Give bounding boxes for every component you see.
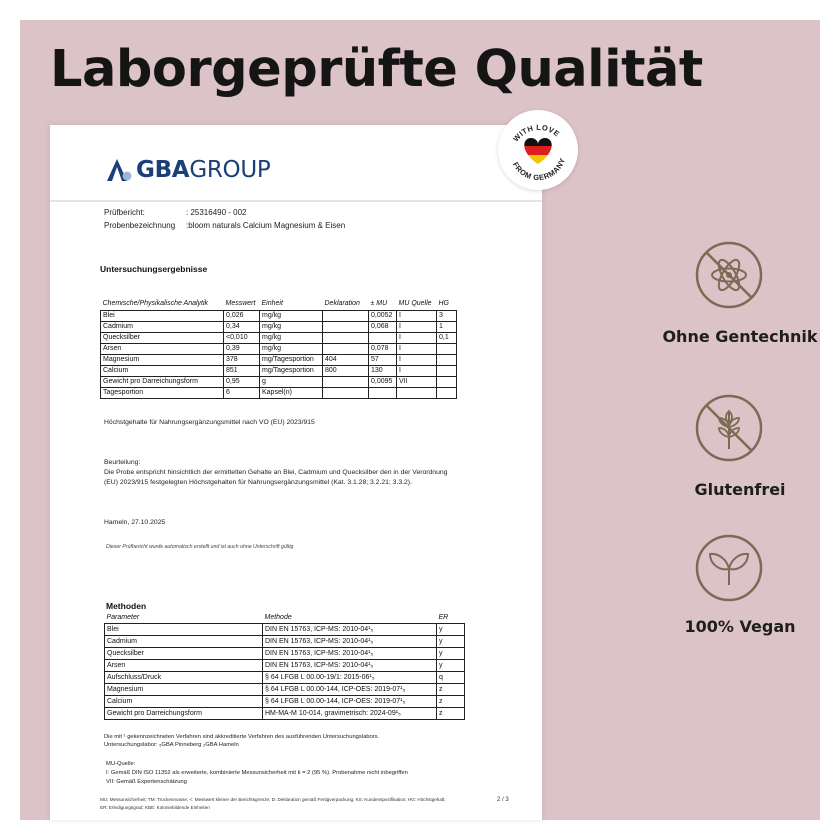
methods-table xyxy=(104,612,465,720)
header-divider xyxy=(50,200,542,202)
results-row xyxy=(101,355,457,366)
methods-row xyxy=(105,624,465,636)
results-cell xyxy=(437,377,457,388)
methods-header-cell: Parameter xyxy=(105,612,263,624)
methods-cell: z xyxy=(437,696,465,708)
methods-cell: § 64 LFGB L 00.00-144, ICP-OES: 2019-07¹₅ xyxy=(263,696,437,708)
methods-header-row xyxy=(105,612,465,624)
feature-label-ohne-gentechnik: Ohne Gentechnik xyxy=(662,327,818,346)
results-row xyxy=(101,311,457,322)
results-cell: 0,39 xyxy=(224,344,260,355)
logo-text: GBAGROUP xyxy=(136,157,271,183)
methods-row xyxy=(105,696,465,708)
results-cell xyxy=(323,311,369,322)
methods-cell: DIN EN 15763, ICP-MS: 2010-04¹₅ xyxy=(263,636,437,648)
results-cell: Cadmium xyxy=(101,322,224,333)
methods-header-cell: Methode xyxy=(263,612,437,624)
results-cell: mg/kg xyxy=(260,311,323,322)
methods-row xyxy=(105,684,465,696)
badge-graphic xyxy=(498,110,578,190)
results-cell: 130 xyxy=(369,366,397,377)
results-cell: g xyxy=(260,377,323,388)
results-cell xyxy=(323,388,369,399)
methods-cell: Quecksilber xyxy=(105,648,263,660)
results-cell: Quecksilber xyxy=(101,333,224,344)
results-header-cell: Einheit xyxy=(261,299,283,307)
results-header-row xyxy=(101,297,457,311)
results-cell: Calcium xyxy=(101,366,224,377)
with-love-from-germany-badge xyxy=(498,110,578,190)
results-cell: mg/kg xyxy=(260,344,323,355)
hg-note: Höchstgehalte für Nahrungsergänzungsmittel nach VO (EU) 2023/915 xyxy=(104,419,315,426)
results-cell xyxy=(397,388,437,399)
results-cell: 0,95 xyxy=(224,377,260,388)
results-cell: I xyxy=(397,333,437,344)
results-cell: 57 xyxy=(369,355,397,366)
feature-label-glutenfrei: Glutenfrei xyxy=(694,480,786,499)
results-cell xyxy=(437,366,457,377)
results-cell: 851 xyxy=(224,366,260,377)
results-cell: 0,068 xyxy=(369,322,397,333)
results-header-cell: Messwert xyxy=(225,299,256,307)
results-cell: I xyxy=(397,366,437,377)
mu-line-2: VII: Gemäß Expertenschätzung xyxy=(106,779,187,785)
results-cell: 3 xyxy=(437,311,457,322)
results-cell: 0,34 xyxy=(224,322,260,333)
results-row xyxy=(101,333,457,344)
methods-cell: Calcium xyxy=(105,696,263,708)
results-cell: I xyxy=(397,322,437,333)
results-cell: 0,0052 xyxy=(369,311,397,322)
results-header-cell: HG xyxy=(438,299,449,307)
german-flag-heart-icon xyxy=(518,136,558,167)
results-cell: I xyxy=(397,355,437,366)
results-cell xyxy=(369,333,397,344)
results-table xyxy=(100,297,457,399)
badge-top-text: WITH LOVE xyxy=(511,122,562,144)
results-cell xyxy=(437,344,457,355)
beurteilung-line-2: (EU) 2023/915 festgelegten Höchstgehalten für Nahrungsergänzungsmittel (Kat. 3.1.28; 3.2.21; 3.3.2). xyxy=(104,479,412,486)
methods-cell: DIN EN 15763, ICP-MS: 2010-04¹₅ xyxy=(263,660,437,672)
results-cell xyxy=(437,388,457,399)
probe-value: :bloom naturals Calcium Magnesium & Eisen xyxy=(186,221,346,230)
beurteilung-label: Beurteilung: xyxy=(104,459,141,466)
results-header-cell: ± MU xyxy=(370,299,388,307)
methods-cell: y xyxy=(437,636,465,648)
accredited-note: Die mit ¹ gekennzeichneten Verfahren sind akkreditierte Verfahren des ausführenden Untersuchungslabors. xyxy=(104,734,380,740)
results-cell xyxy=(323,333,369,344)
results-cell: mg/Tagesportion xyxy=(260,355,323,366)
results-cell: 0,078 xyxy=(369,344,397,355)
results-cell: 1 xyxy=(437,322,457,333)
methods-row xyxy=(105,660,465,672)
methods-cell: HM-MA-M 10-014, gravimetrisch: 2024-09¹₅ xyxy=(263,708,437,720)
methods-cell: y xyxy=(437,624,465,636)
feature-label-vegan: 100% Vegan xyxy=(684,617,796,636)
no-gmo-icon xyxy=(694,240,764,310)
results-row xyxy=(101,322,457,333)
results-cell: I xyxy=(397,344,437,355)
footer-line-2: ER: Erledigungsgrad; KBE: Koloniebildende Einheiten xyxy=(100,805,210,810)
methods-row xyxy=(105,672,465,684)
methods-cell: Cadmium xyxy=(105,636,263,648)
methods-cell: § 64 LFGB L 00.00-144, ICP-OES: 2019-07¹₅ xyxy=(263,684,437,696)
methods-cell: DIN EN 15763, ICP-MS: 2010-04¹₅ xyxy=(263,624,437,636)
results-header-cell: Deklaration xyxy=(324,299,360,307)
results-row xyxy=(101,366,457,377)
results-cell: 404 xyxy=(323,355,369,366)
methods-cell: Gewicht pro Darreichungsform xyxy=(105,708,263,720)
place-date: Hameln, 27.10.2025 xyxy=(104,519,166,526)
results-cell xyxy=(323,322,369,333)
results-title: Untersuchungsergebnisse xyxy=(100,264,208,274)
mu-line-1: I: Gemäß DIN ISO 11352 als erweiterte, kombinierte Messunsicherheit mit k = 2 (95 %). Probenahme nicht inbegriffen xyxy=(106,770,408,776)
methods-cell: y xyxy=(437,660,465,672)
methods-cell: § 64 LFGB L 00.00-19/1: 2015-06¹₅ xyxy=(263,672,437,684)
mu-title: MU-Quelle: xyxy=(106,761,136,767)
results-cell: Magnesium xyxy=(101,355,224,366)
results-cell: <0,010 xyxy=(224,333,260,344)
methods-row xyxy=(105,636,465,648)
results-cell: Kapsel(n) xyxy=(260,388,323,399)
results-row xyxy=(101,344,457,355)
methods-cell: z xyxy=(437,684,465,696)
gba-logo-icon xyxy=(105,157,133,183)
methods-row xyxy=(105,708,465,720)
results-header-cell: MU Quelle xyxy=(398,299,432,307)
methods-title: Methoden xyxy=(106,601,147,611)
svg-text:WITH LOVE xyxy=(511,123,561,143)
methods-cell: z xyxy=(437,708,465,720)
page-headline: Laborgeprüfte Qualität xyxy=(50,40,703,99)
results-cell xyxy=(369,388,397,399)
results-cell xyxy=(323,377,369,388)
probe-label: Probenbezeichnung xyxy=(104,221,176,230)
gba-group-logo xyxy=(105,155,270,185)
lab-report-document xyxy=(50,125,542,820)
gluten-free-icon xyxy=(694,393,764,463)
results-cell xyxy=(437,355,457,366)
results-cell: Blei xyxy=(101,311,224,322)
results-cell: 0,0095 xyxy=(369,377,397,388)
methods-cell: Arsen xyxy=(105,660,263,672)
page-number: 2 / 3 xyxy=(497,797,509,803)
results-cell: 378 xyxy=(224,355,260,366)
methods-cell: Blei xyxy=(105,624,263,636)
results-cell: mg/kg xyxy=(260,333,323,344)
results-cell: Gewicht pro Darreichungsform xyxy=(101,377,224,388)
results-header-cell: Chemische/Physikalische Analytik xyxy=(102,299,209,307)
methods-row xyxy=(105,648,465,660)
results-cell: Tagesportion xyxy=(101,388,224,399)
methods-cell: DIN EN 15763, ICP-MS: 2010-04¹₅ xyxy=(263,648,437,660)
vegan-leaf-icon xyxy=(694,533,764,603)
labs-note: Untersuchungslabor: ₅GBA Pinneberg ₂GBA Hameln xyxy=(104,742,239,748)
results-cell: I xyxy=(397,311,437,322)
methods-cell: y xyxy=(437,648,465,660)
beurteilung-line-1: Die Probe entspricht hinsichtlich der ermittelten Gehalte an Blei, Cadmium und Quecksilber den in der Verordnung xyxy=(104,469,448,476)
results-cell: 800 xyxy=(323,366,369,377)
results-cell: mg/Tagesportion xyxy=(260,366,323,377)
results-row xyxy=(101,388,457,399)
footer-line-1: MU: Messunsicherheit; TM: Trockenmasse; <: Messwert kleiner der Berichtsgrenze; D: Deklaration gemäß Fertigverpackung; KS: Kundenspezifikation; HG: Höchstgehalt; xyxy=(100,797,446,802)
methods-cell: Magnesium xyxy=(105,684,263,696)
pruefbericht-value: : 25316490 - 002 xyxy=(186,208,247,217)
results-cell: 0,026 xyxy=(224,311,260,322)
results-cell: 6 xyxy=(224,388,260,399)
methods-cell: Aufschluss/Druck xyxy=(105,672,263,684)
pruefbericht-label: Prüfbericht: xyxy=(104,208,145,217)
results-cell: mg/kg xyxy=(260,322,323,333)
results-cell: Arsen xyxy=(101,344,224,355)
results-row xyxy=(101,377,457,388)
results-cell: 0,1 xyxy=(437,333,457,344)
results-cell xyxy=(323,344,369,355)
auto-generated-note: Dieser Prüfbericht wurde automatisch erstellt und ist auch ohne Unterschrift gültig xyxy=(106,544,294,550)
methods-header-cell: ER xyxy=(437,612,465,624)
methods-cell: q xyxy=(437,672,465,684)
badge-bottom-text: FROM GERMANY xyxy=(510,156,568,183)
results-cell: VII xyxy=(397,377,437,388)
